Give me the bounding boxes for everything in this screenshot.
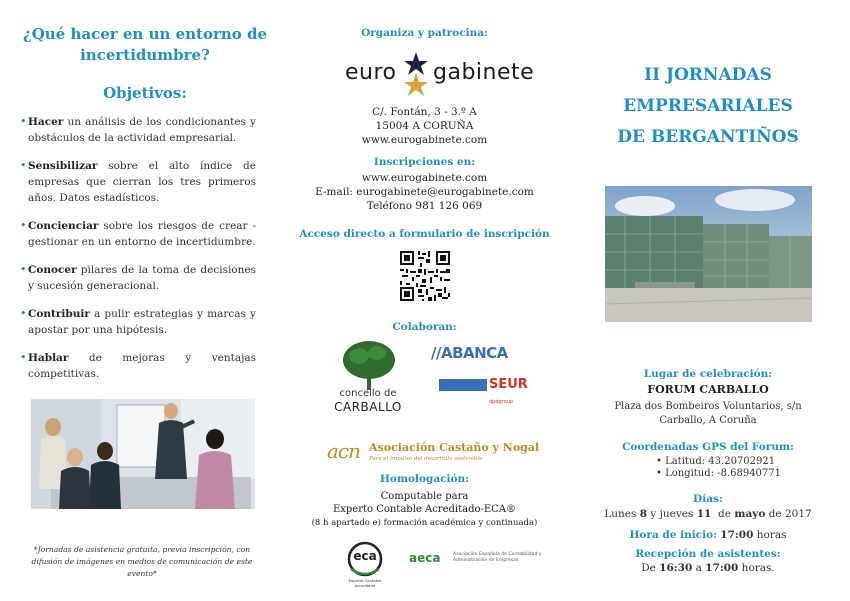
gps-coordinates	[656, 456, 786, 480]
middle-panel	[283, 0, 566, 601]
venue-address-1: Plaza dos Bombeiros Voluntarios, s/n	[614, 401, 802, 412]
meeting-photo	[31, 399, 255, 509]
objective-keyword: Sensibilizar	[28, 160, 98, 172]
objective-item	[28, 158, 256, 206]
objective-item	[28, 218, 256, 250]
dias-mid: y jueves	[647, 508, 697, 520]
event-title-line-1: II JORNADAS	[644, 65, 772, 85]
concello-carballo-logo	[323, 340, 413, 420]
recepcion-label: Recepción de asistentes:	[635, 548, 781, 560]
objective-item	[28, 114, 256, 146]
dias-month: mayo	[734, 508, 766, 520]
rec-time-2: 17:00	[705, 562, 739, 574]
aeca-description: Asociación Española de Contabilidad y Administración de Empresas	[453, 552, 542, 563]
abanca-logo: //ABANCA	[431, 344, 508, 362]
building-illustration	[605, 186, 812, 322]
seur-logo	[439, 377, 528, 411]
inscripciones-website[interactable]: www.eurogabinete.com	[361, 172, 488, 184]
gps-longitude: • Longitud: -8.68940771	[656, 468, 782, 479]
objective-keyword: Conocer	[28, 264, 77, 276]
dias-day-2: 11	[696, 508, 712, 520]
objective-text: de mejoras y ventajas competitivas.	[28, 352, 256, 380]
aeca-text: aeca	[409, 551, 441, 565]
objective-text: pilares de la toma de decisiones y sucesión generacional.	[28, 264, 256, 292]
concello-line-2: CARBALLO	[334, 400, 402, 414]
objective-text: un análisis de los condicionantes y obstáculos de la actividad empresarial.	[28, 116, 256, 144]
dias-pre: Lunes	[604, 508, 640, 520]
objective-text: a pulir estrategias y marcas y apostar por una hipótesis.	[28, 308, 256, 336]
rec-pre: De	[641, 562, 660, 574]
inicio-time: 17:00	[720, 529, 754, 541]
objective-keyword: Concienciar	[28, 220, 99, 232]
eca-text: eca	[353, 549, 377, 563]
dias-label: Días:	[693, 493, 723, 505]
inicio-unit: horas	[753, 529, 787, 541]
eca-sub-text: Experto Contable Acreditado	[348, 578, 382, 588]
inicio-label: Hora de inicio:	[629, 529, 717, 541]
acn-mark: acn	[327, 439, 361, 463]
eca-logo	[344, 541, 386, 587]
seur-sub-text: dpdgroup	[489, 399, 514, 405]
venue-name: FORUM CARBALLO	[647, 383, 769, 396]
gps-label: Coordenadas GPS del Forum:	[622, 441, 794, 453]
lugar-label: Lugar de celebración:	[643, 368, 773, 380]
tree-icon	[341, 340, 397, 390]
objective-item	[28, 262, 256, 294]
acn-tagline: Para el impulso del desarrollo sostenible	[369, 456, 483, 462]
aeca-logo	[409, 550, 542, 570]
acn-name: Asociación Castaño y Nogal	[369, 441, 540, 454]
recepcion-value	[566, 561, 850, 575]
logo-gabinete-text: gabinete	[433, 60, 535, 85]
objectives-list	[28, 114, 256, 394]
phone-contact: Teléfono 981 126 069	[366, 200, 483, 212]
seur-bar	[439, 379, 487, 391]
homologacion-line-3: (8 h apartado e) formación académica y continuada)	[311, 518, 538, 528]
homologacion-line-2: Experto Contable Acreditado-ECA®	[332, 504, 517, 515]
rec-mid: a	[692, 562, 706, 574]
objective-text: sobre el alto índice de empresas que cierran los tres primeros años. Datos estadísticos.	[28, 160, 256, 204]
email-contact[interactable]: E-mail: eurogabinete@eurogabinete.com	[315, 186, 534, 198]
venue-address-2: Carballo, A Coruña	[659, 415, 757, 426]
question-title: ¿Qué hacer en un entorno de incertidumbre?	[22, 25, 268, 64]
dias-post: de 2017	[765, 508, 812, 520]
website-link[interactable]: www.eurogabinete.com	[361, 134, 488, 146]
dias-value	[566, 507, 850, 521]
footnote: *Jornadas de asistencia gratuita, previa inscripción, con difusión de imágenes en medios de comunicación de este evento*	[31, 545, 253, 578]
event-title-line-3: DE BERGANTIÑOS	[617, 127, 799, 147]
objective-keyword: Hablar	[28, 352, 69, 364]
meeting-illustration	[31, 399, 255, 509]
qr-code-icon[interactable]	[400, 251, 450, 301]
forum-building-photo	[605, 186, 812, 322]
hora-inicio	[566, 528, 850, 542]
event-title-line-2: EMPRESARIALES	[623, 96, 793, 116]
objective-keyword: Hacer	[28, 116, 64, 128]
colaboran-label: Colaboran:	[392, 321, 457, 333]
address-line-1: C/. Fontán, 3 - 3.º A	[372, 106, 477, 118]
homologacion-label: Homologación:	[379, 473, 470, 485]
left-panel	[0, 0, 283, 601]
objective-item	[28, 306, 256, 338]
rec-time-1: 16:30	[659, 562, 693, 574]
right-panel	[566, 0, 850, 601]
acceso-label: Acceso directo a formulario de inscripción	[299, 228, 550, 240]
objective-keyword: Contribuir	[28, 308, 90, 320]
inscripciones-label: Inscripciones en:	[373, 156, 476, 168]
event-title	[566, 60, 850, 153]
star-icon	[403, 52, 429, 96]
concello-line-1: concello de	[339, 388, 397, 399]
seur-text: SEUR	[489, 377, 528, 392]
logo-euro-text: euro	[345, 60, 397, 85]
rec-post: horas.	[738, 562, 775, 574]
dias-day-1: 8	[639, 508, 648, 520]
objective-item	[28, 350, 256, 382]
castano-nogal-logo	[327, 437, 540, 465]
objective-text: sobre los riesgos de crear - gestionar en un entorno de incertidumbre.	[28, 220, 256, 248]
eurogabinete-logo	[345, 52, 535, 96]
organiza-label: Organiza y patrocina:	[361, 27, 488, 39]
gps-latitude: • Latitud: 43.20702921	[656, 456, 776, 467]
address-line-2: 15004 A CORUÑA	[375, 120, 474, 132]
homologacion-line-1: Computable para	[380, 491, 469, 502]
objectives-title: Objetivos:	[103, 84, 187, 102]
dias-de: de	[711, 508, 735, 520]
